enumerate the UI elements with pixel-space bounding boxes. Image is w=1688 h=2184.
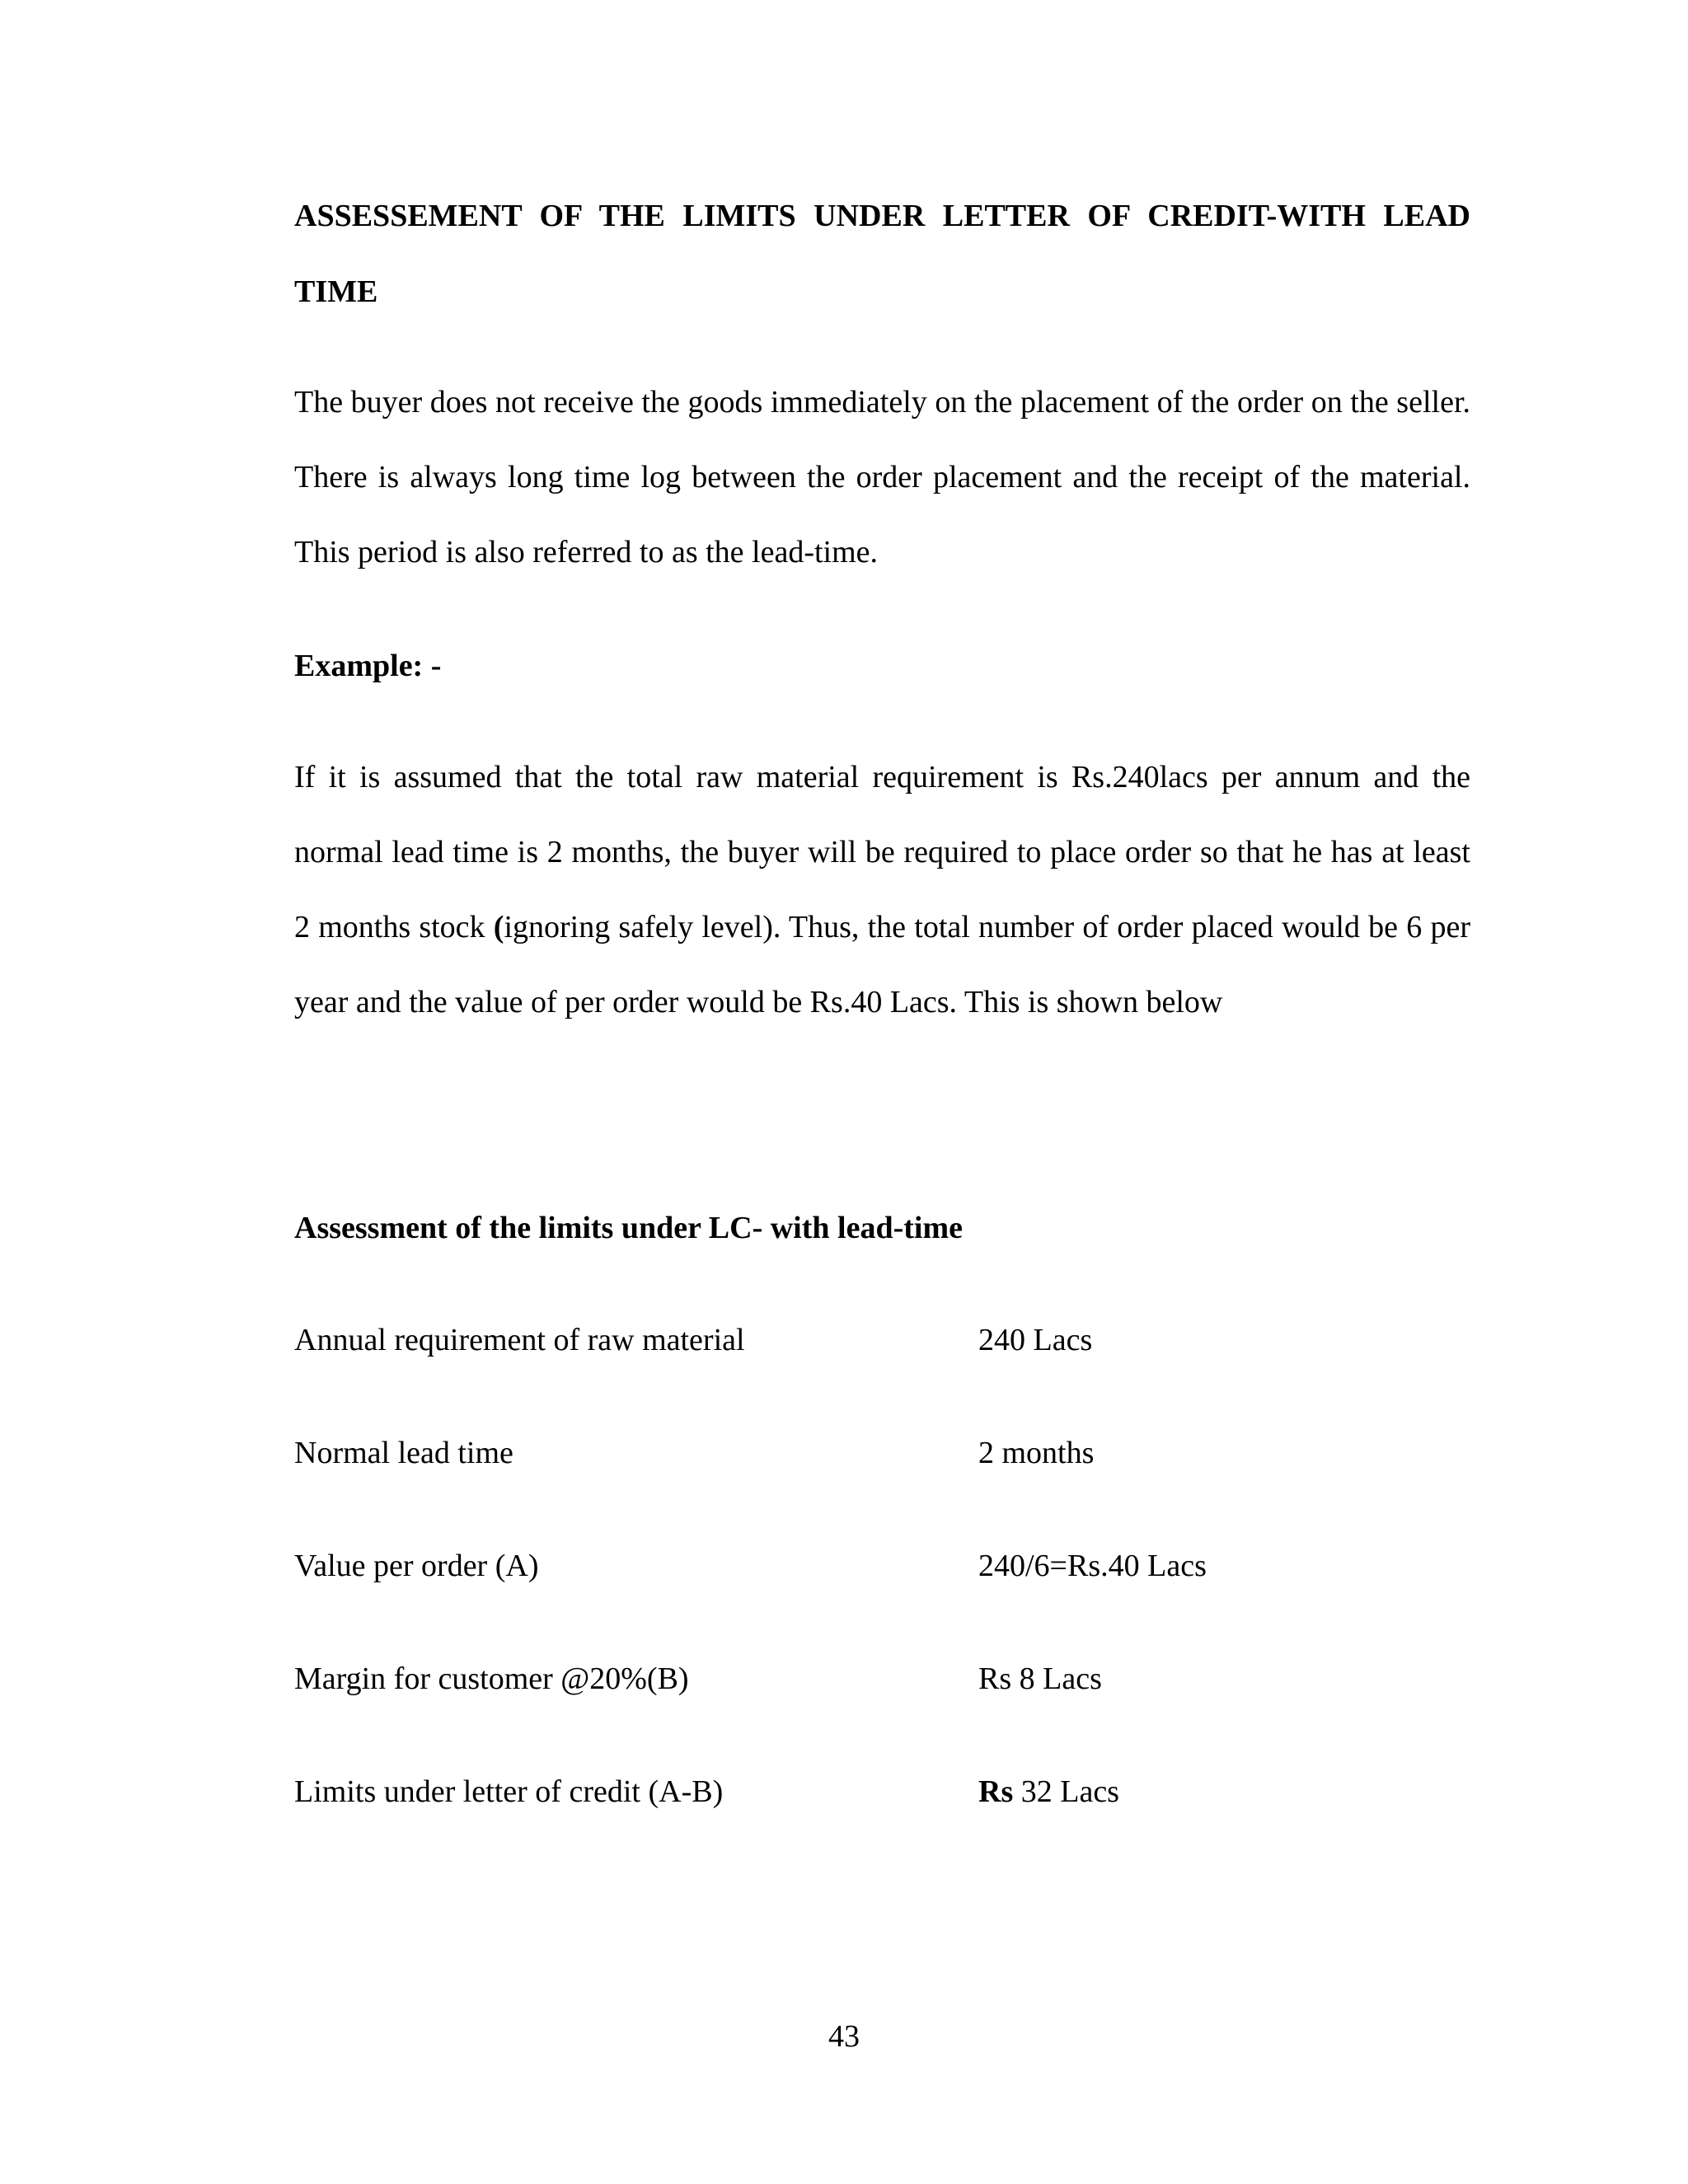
row-value-rest: 32 Lacs bbox=[1013, 1774, 1119, 1809]
assessment-row-lead-time bbox=[294, 1434, 1470, 1472]
assessment-row-value-per-order bbox=[294, 1547, 1470, 1585]
example-label: Example: - bbox=[294, 649, 442, 683]
row-label: Margin for customer @20%(B) bbox=[294, 1661, 689, 1696]
row-label: Limits under letter of credit (A-B) bbox=[294, 1774, 724, 1809]
row-label: Value per order (A) bbox=[294, 1549, 539, 1583]
row-value: Rs 8 Lacs bbox=[978, 1661, 1102, 1696]
row-value: 2 months bbox=[978, 1436, 1095, 1470]
row-label: Annual requirement of raw material bbox=[294, 1323, 745, 1357]
assessment-row-lc-limits bbox=[294, 1773, 1470, 1811]
section-heading: ASSESSEMENT OF THE LIMITS UNDER LETTER OF CREDIT-WITH LEAD TIME bbox=[294, 199, 1470, 309]
row-value: 240 Lacs bbox=[978, 1323, 1093, 1357]
example-text-part1: If it is assumed that the total raw material requirement is Rs.240lacs per annum and the normal lead time is 2 months, the buyer will be required to place order so that he has at least 2 months stock bbox=[294, 760, 1470, 944]
page-number: 43 bbox=[828, 2019, 860, 2054]
example-text-part2: ignoring safely level). Thus, the total number of order placed would be 6 per year and the value of per order would be Rs.40 Lacs. This is shown below bbox=[294, 910, 1470, 1019]
assessment-row-annual-requirement bbox=[294, 1321, 1470, 1359]
row-value: 240/6=Rs.40 Lacs bbox=[978, 1549, 1207, 1583]
row-value-bold: Rs bbox=[978, 1774, 1014, 1809]
intro-paragraph: The buyer does not receive the goods immediately on the placement of the order on the seller. There is always long time log between the order placement and the receipt of the material. This period is also referred to as the lead-time. bbox=[294, 385, 1470, 569]
assessment-row-margin bbox=[294, 1660, 1470, 1698]
example-paragraph bbox=[294, 740, 1470, 1040]
assessment-title: Assessment of the limits under LC- with lead-time bbox=[294, 1211, 963, 1245]
example-bold-paren: ( bbox=[493, 910, 504, 944]
row-value bbox=[978, 1773, 1119, 1811]
row-label: Normal lead time bbox=[294, 1436, 513, 1470]
